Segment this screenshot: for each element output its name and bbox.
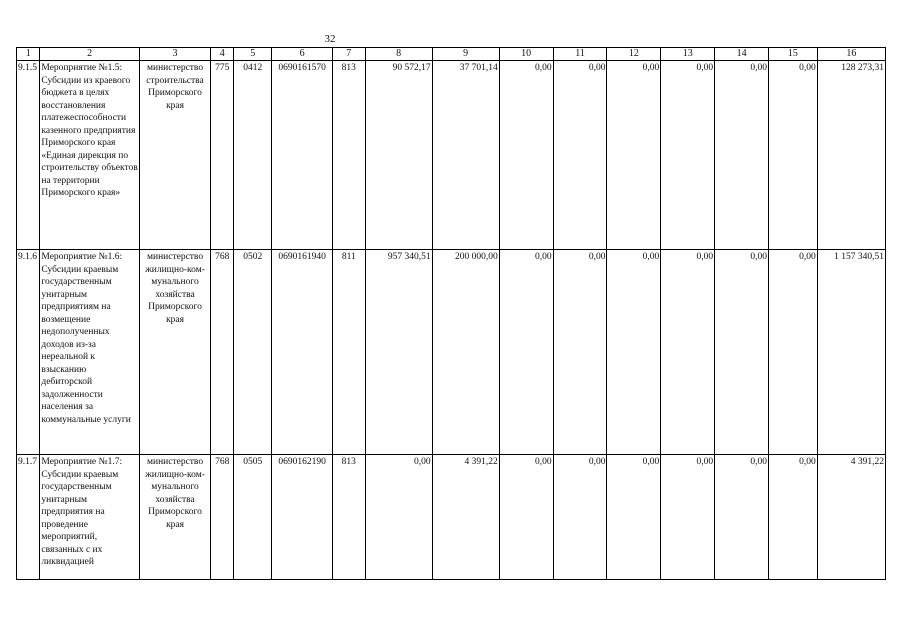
cell-c8: 0,00 [365, 455, 432, 580]
cell-c14: 0,00 [715, 250, 769, 455]
cell-c13: 0,00 [661, 61, 715, 250]
cell-c6: 0690161570 [272, 61, 333, 250]
table-row [17, 61, 886, 250]
cell-c9: 37 701,14 [432, 61, 499, 250]
cell-c13: 0,00 [661, 455, 715, 580]
executor: министерство строительства Приморского края [139, 61, 210, 250]
cell-c14: 0,00 [715, 61, 769, 250]
cell-c8: 957 340,51 [365, 250, 432, 455]
cell-c12: 0,00 [607, 61, 661, 250]
cell-c11: 0,00 [553, 455, 607, 580]
cell-c7: 813 [333, 61, 366, 250]
page-number: 32 [324, 33, 336, 45]
column-header: 4 [211, 48, 234, 61]
column-header: 11 [553, 48, 607, 61]
table-row [17, 250, 886, 455]
column-header: 1 [17, 48, 40, 61]
cell-c12: 0,00 [607, 455, 661, 580]
cell-c11: 0,00 [553, 61, 607, 250]
column-header: 5 [234, 48, 272, 61]
column-header: 16 [817, 48, 885, 61]
cell-c6: 0690161940 [272, 250, 333, 455]
executor: министерство жилищно-ком-мунального хозяйства Приморского края [139, 250, 210, 455]
cell-c16: 128 273,31 [817, 61, 885, 250]
cell-c9: 200 000,00 [432, 250, 499, 455]
cell-c10: 0,00 [499, 61, 553, 250]
column-header: 14 [715, 48, 769, 61]
executor: министерство жилищно-ком-мунального хозяйства Приморского края [139, 455, 210, 580]
cell-c15: 0,00 [769, 455, 818, 580]
cell-c10: 0,00 [499, 455, 553, 580]
cell-c15: 0,00 [769, 250, 818, 455]
column-header: 9 [432, 48, 499, 61]
cell-c5: 0505 [234, 455, 272, 580]
cell-c6: 0690162190 [272, 455, 333, 580]
column-header: 7 [333, 48, 366, 61]
column-header: 15 [769, 48, 818, 61]
column-header: 2 [40, 48, 140, 61]
cell-c4: 768 [211, 250, 234, 455]
cell-c16: 1 157 340,51 [817, 250, 885, 455]
column-header: 3 [139, 48, 210, 61]
cell-c13: 0,00 [661, 250, 715, 455]
cell-c4: 775 [211, 61, 234, 250]
table-row [17, 455, 886, 580]
row-index: 9.1.7 [17, 455, 40, 580]
cell-c10: 0,00 [499, 250, 553, 455]
measure-name: Мероприятие №1.5: Субсидии из краевого бюджета в целях восстановления платежеспособности казенного предприятия Приморского края «Единая дирекция по строительству объектов на территории Приморского края» [40, 61, 140, 250]
cell-c5: 0502 [234, 250, 272, 455]
column-header: 10 [499, 48, 553, 61]
measure-name: Мероприятие №1.7: Субсидии краевым государственным унитарным предприятия на проведение мероприятий, связанных с их ликвидацией [40, 455, 140, 580]
budget-table [16, 47, 886, 580]
measure-name: Мероприятие №1.6: Субсидии краевым государственным унитарным предприятиям на возмещение недополученных доходов из-за нереальной к взысканию дебиторской задолженности населения за коммунальные услуги [40, 250, 140, 455]
cell-c8: 90 572,17 [365, 61, 432, 250]
cell-c7: 813 [333, 455, 366, 580]
column-header: 12 [607, 48, 661, 61]
cell-c15: 0,00 [769, 61, 818, 250]
cell-c16: 4 391,22 [817, 455, 885, 580]
column-header: 13 [661, 48, 715, 61]
cell-c9: 4 391,22 [432, 455, 499, 580]
cell-c7: 811 [333, 250, 366, 455]
cell-c5: 0412 [234, 61, 272, 250]
column-header: 6 [272, 48, 333, 61]
cell-c12: 0,00 [607, 250, 661, 455]
cell-c4: 768 [211, 455, 234, 580]
row-index: 9.1.6 [17, 250, 40, 455]
column-number-row [17, 48, 886, 61]
cell-c11: 0,00 [553, 250, 607, 455]
row-index: 9.1.5 [17, 61, 40, 250]
cell-c14: 0,00 [715, 455, 769, 580]
column-header: 8 [365, 48, 432, 61]
